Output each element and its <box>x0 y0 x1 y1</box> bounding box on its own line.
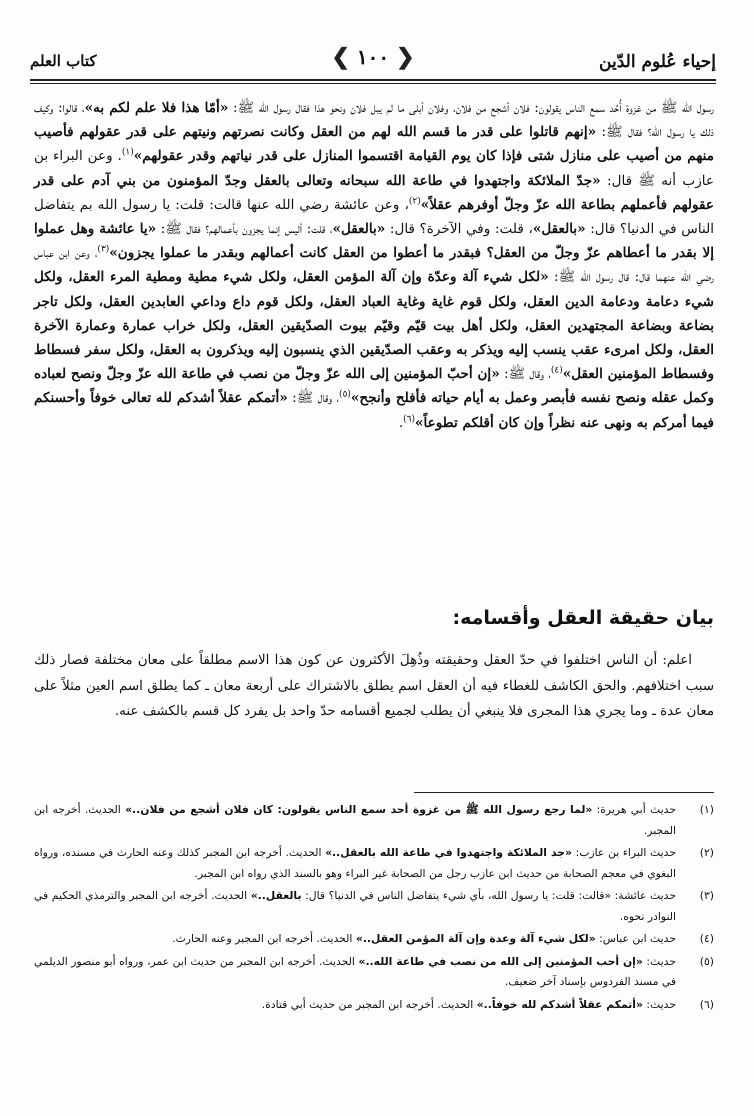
text-span: ، قلت: أليس إنما يجزون بأعمالهم؟ فقال ﷺ: <box>156 221 333 238</box>
footnote-item <box>34 843 714 884</box>
section-text <box>34 648 714 725</box>
footnote-item <box>34 995 714 1016</box>
footnote-ref: (٦) <box>403 414 416 425</box>
hadith-text: بالعقل..» <box>250 889 302 902</box>
footnote-ref: (٢) <box>408 196 421 207</box>
text-span: الحديث. أخرجه ابن المجبر وعنه الحارث. <box>172 932 356 945</box>
footnote-divider <box>414 792 714 793</box>
footnote-text <box>34 952 676 993</box>
ornament-left-icon: ❮ <box>331 44 350 70</box>
footnote-text <box>34 886 676 927</box>
footnote-item <box>34 952 714 993</box>
text-span: حديث: <box>642 954 676 968</box>
text-span: الحديث. أخرجه ابن المجبر. <box>34 803 676 837</box>
footnote-item <box>34 800 714 841</box>
hadith-text: «يا عائشة وهل عملوا إلا بقدر ما أعطاهم عزّ وجلّ من العقل؟ فبقدر ما أعطوا من العقل كانت أعمالهم وبقدر ما عملوا يجزون» <box>34 221 714 262</box>
text-span: ، وقال ﷺ: <box>499 366 551 383</box>
footnote-number: (١) <box>699 803 714 816</box>
page-number-value: ١٠٠ <box>356 45 390 69</box>
footnote-ref: (٤) <box>550 365 563 376</box>
footnote-ref: (٥) <box>339 389 351 400</box>
page-number <box>331 44 414 70</box>
chapter-title: كتاب العلم <box>30 52 97 70</box>
main-text <box>34 96 714 435</box>
text-span: حديث: <box>642 997 676 1011</box>
text-span: الحديث. أخرجه ابن المجبر كذلك وعنه الحارث في مسنده، ورواه البغوي في معجم الصحابة من حديث ابن عازب رجل من الصحابة غير البراء وهو بالسند الذي رواه ابن المجبر. <box>34 846 676 880</box>
footnote-ref: (١) <box>121 147 134 158</box>
hadith-text: «بالعقل» <box>532 221 586 238</box>
section-heading: بيان حقيقة العقل وأقسامه: <box>452 607 714 629</box>
text-span: الحديث. أخرجه ابن المجبر من حديث ابن عمر، ورواه أبو منصور الديلمي في مسند الفردوس بإسناد آخر ضعيف. <box>34 954 676 988</box>
hadith-text: «لكل شيء آلة وعدة وإن آلة المؤمن العقل..» <box>355 932 596 945</box>
footnote-text <box>34 995 676 1016</box>
hadith-text: «لكل شيء آلة وعدّة وإن آلة المؤمن العقل، ولكل شيء مطية ومطية المرء العقل، ولكل شيء دعامة ودعامة الدين العقل، ولكل قوم غاية وغاية العباد العقل، ولكل قوم داع وداعي العابدين العقل، ولكل تاجر بضاعة وبضاعة المجتهدين العقل، ولكل أهل بيت قيّم وقيّم بيوت الصدّيقين العقل، ولكل خراب عمارة وعمارة الآخرة العقل، ولكل امرىء عقب ينسب إليه ويذكر به وعقب الصدّيقين الذي ينسبون إليه ويذكرون به العقل، ولكل سفر فسطاط وفسطاط المؤمنين العقل» <box>34 269 715 383</box>
hadith-text: «إن أحبّ المؤمنين إلى الله عزّ وجلّ من نصب في طاعة الله عزّ وجلّ ونصح لعباده وكمل عقله ونصح نفسه فأبصر وعمل به أيام حياته فأفلح وأنجح» <box>34 366 715 407</box>
header-rule <box>30 79 716 84</box>
text-span: حديث البراء بن عازب: <box>571 846 676 859</box>
text-span: ، وعن ابن عباس رضي الله عنهما قال: قال رسول الله ﷺ: <box>34 245 714 286</box>
hadith-text: «جد الملائكة واجتهدوا في طاعة الله بالعقل..» <box>325 846 572 859</box>
main-paragraph <box>34 96 714 435</box>
hadith-text: «إن أحب المؤمنين إلى الله من نصب في طاعة الله..» <box>358 954 643 968</box>
footnote-number: (٦) <box>699 997 714 1011</box>
hadith-text: «جدّ الملائكة واجتهدوا في طاعة الله سبحانه وتعالى بالعقل وجدّ المؤمنون من بني آدم على قدر عقولهم فأعملهم بطاعة الله عزّ وجلّ أوفرهم عقلاً» <box>34 172 714 213</box>
hadith-text: «بالعقل» <box>332 221 386 238</box>
text-span: . وعن البراء بن عازب أنه ﷺ قال: <box>34 148 715 189</box>
footnotes <box>34 800 714 1017</box>
text-span: حديث ابن عباس: <box>595 932 676 945</box>
footnote-item <box>34 886 714 927</box>
text-span: . <box>398 414 404 431</box>
ornament-right-icon: ❯ <box>396 44 415 70</box>
running-header <box>30 40 716 84</box>
hadith-text: «أتمكم عقلاً أشدكم لله تعالى خوفاً وأحسنكم فيما أمركم به ونهى عنه نظراً وإن كان أقلكم تطوعاً» <box>34 390 714 431</box>
hadith-text: «لما رجع رسول الله ﷺ من غزوة أحد سمع الناس يقولون: كان فلان أشجع من فلان..» <box>125 803 593 816</box>
footnote-number: (٣) <box>699 889 714 902</box>
footnote-number: (٢) <box>699 846 714 859</box>
footnote-text <box>34 843 676 884</box>
text-span: ، وعن عائشة رضي الله عنها قالت: قلت: يا رسول الله بم يتفاضل الناس في الدنيا؟ قال: <box>34 196 714 238</box>
hadith-text: «إنهم قاتلوا على قدر ما قسم الله لهم من العقل وكانت نصرتهم ونيتهم على قدر عقولهم فأصيب منهم من أصيب على منازل شتى فإذا كان يوم القيامة اقتسموا المنازل على قدر نياتهم وقدر عقولهم» <box>34 124 714 165</box>
footnote-number: (٤) <box>699 932 714 945</box>
footnote-number: (٥) <box>699 954 714 968</box>
footnote-text <box>34 800 676 841</box>
hadith-text: «أتمكم عقلاً أشدكم لله خوفاً..» <box>476 997 643 1011</box>
text-span: حديث أبي هريرة: <box>592 803 676 816</box>
text-span: ، وقال ﷺ: <box>287 390 340 407</box>
footnote-text <box>34 929 676 950</box>
text-span: ، قالوا: وكيف ذلك يا رسول الله؟ فقال ﷺ: <box>34 100 714 141</box>
footnote-ref: (٣) <box>97 244 110 255</box>
text-span: رسول الله ﷺ من غزوة أُحُد سمع الناس يقولون: فلان أشجع من فلان، وفلان أبلى ما لم يبل فلان ونحو هذا فقال رسول الله ﷺ: <box>228 100 714 116</box>
footnote-item <box>34 929 714 950</box>
book-title: إحياء عُلوم الدّين <box>599 52 716 72</box>
hadith-text: «أمّا هذا فلا علم لكم به» <box>84 100 229 116</box>
section-paragraph: اعلم: أن الناس اختلفوا في حدّ العقل وحقيقته وذُهِلَ الأكثرون عن كون هذا الاسم مطلقاً على معان مختلفة فصار ذلك سبب اختلافهم. والحق الكاشف للغطاء فيه أن العقل اسم يطلق بالاشتراك على أربعة معان ـ كما يطلق اسم العين مثلاً على معان عدة ـ وما يجري هذا المجرى فلا ينبغي أن يطلب لجميع أقسامه حدّ واحد بل يفرد كل قسم بالكشف عنه. <box>34 653 714 719</box>
text-span: ، قلت: وفي الآخرة؟ قال: <box>385 221 533 238</box>
text-span: الحديث. أخرجه ابن المجبر والترمذي الحكيم في النوادر نحوه. <box>34 889 676 923</box>
text-span: الحديث. أخرجه ابن المجبر من حديث أبي قتادة. <box>261 997 477 1011</box>
text-span: حديث عائشة: «قالت: قلت: يا رسول الله، بأي شيء يتفاضل الناس في الدنيا؟ قال: <box>301 889 677 902</box>
